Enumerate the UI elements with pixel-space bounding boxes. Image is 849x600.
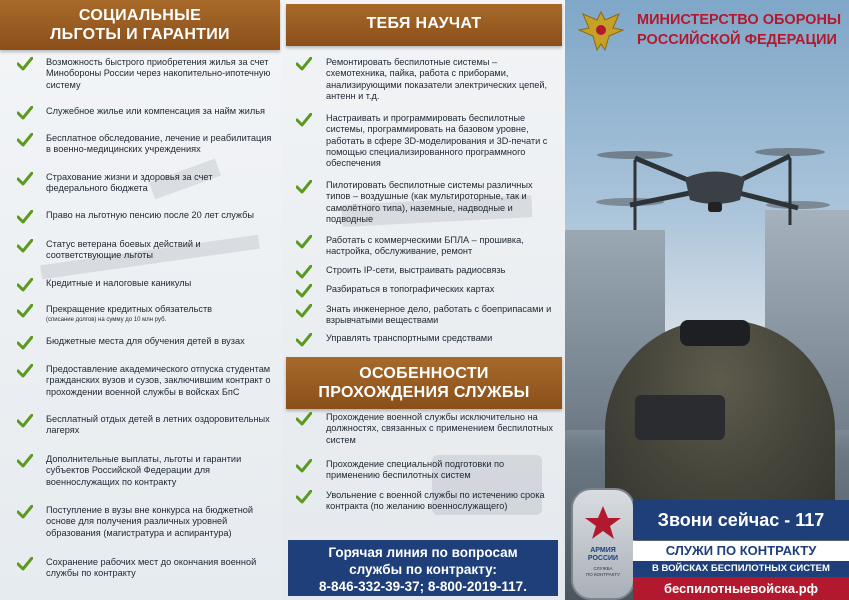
hotline-box: [288, 540, 558, 596]
checkmark-icon: [296, 235, 312, 249]
website-link[interactable]: беспилотныевойска.рф: [633, 577, 849, 600]
list-item: Право на льготную пенсию после 20 лет службы: [46, 210, 255, 220]
list-item: Прохождение военной службы исключительно на должностях, связанных с применением беспилотных систем: [326, 412, 553, 445]
list-item: Страхование жизни и здоровья за счет федерального бюджета: [46, 172, 213, 194]
tag-service: СЛУЖБА: [593, 566, 613, 571]
hotline-line-1: Горячая линия по вопросам: [328, 545, 518, 560]
list-item: Увольнение с военной службы по истечению срока контракта (по желанию военнослужащего): [326, 490, 545, 512]
troops-banner: В ВОЙСКАХ БЕСПИЛОТНЫХ СИСТЕМ: [633, 561, 849, 577]
list-item: Бесплатное обследование, лечение и реабилитация в военно-медицинских учреждениях: [46, 133, 272, 155]
list-item: Сохранение рабочих мест до окончания военной службы по контракту: [46, 557, 257, 579]
ministry-title: МИНИСТЕРСТВО ОБОРОНЫ РОССИЙСКОЙ ФЕДЕРАЦИИ: [637, 12, 842, 48]
list-item: Статус ветерана боевых действий и соответствующие льготы: [46, 239, 201, 261]
hotline-phones[interactable]: 8-846-332-39-37; 8-800-2019-117.: [319, 579, 527, 594]
checkmark-icon: [296, 265, 312, 279]
tag-army: АРМИЯ: [590, 547, 616, 554]
list-item: Бесплатный отдых детей в летних оздоровительных лагерях: [46, 414, 270, 436]
checkmark-icon: [296, 113, 312, 127]
call-banner: Звони сейчас - 117: [633, 500, 849, 540]
contract-banner: СЛУЖИ ПО КОНТРАКТУ: [633, 541, 849, 561]
list-item: Дополнительные выплаты, льготы и гарантии субъектов Российской Федерации для военнослужащих по контракту: [46, 454, 242, 487]
list-item: Ремонтировать беспилотные системы – схемотехника, пайка, работа с приборами, анализирующими показатели электрических цепей, антенн и т.д.: [326, 57, 548, 101]
checkmark-icon: [17, 239, 33, 253]
checkmark-icon: [17, 57, 33, 71]
checkmark-icon: [17, 505, 33, 519]
checkmark-icon: [296, 412, 312, 426]
checkmark-icon: [17, 210, 33, 224]
list-item: Знать инженерное дело, работать с боеприпасами и взрывчатыми веществами: [326, 304, 552, 326]
checkmark-icon: [17, 133, 33, 147]
checkmark-icon: [296, 284, 312, 298]
checkmark-icon: [17, 304, 33, 318]
benefits-title: СОЦИАЛЬНЫЕ ЛЬГОТЫ И ГАРАНТИИ: [0, 0, 280, 50]
checkmark-icon: [17, 172, 33, 186]
poster-column: [565, 0, 849, 600]
tag-contract: ПО КОНТРАКТУ: [586, 572, 620, 577]
credit-note: (списание долгов) на сумму до 10 млн руб.: [46, 317, 167, 324]
controller: [635, 395, 725, 440]
army-tag: [571, 488, 635, 600]
list-item: Работать с коммерческими БПЛА – прошивка, настройка, обслуживание, ремонт: [326, 235, 524, 257]
list-item: Предоставление академического отпуска студентам гражданских вузов и сузов, заключившим контракт о прохождении военной службы в войсках БпС: [46, 364, 271, 397]
checkmark-icon: [17, 106, 33, 120]
list-item: Кредитные и налоговые каникулы: [46, 278, 192, 288]
hotline-line-2: службы по контракту:: [349, 562, 497, 577]
list-item: Служебное жилье или компенсация за найм жилья: [46, 106, 266, 116]
checkmark-icon: [17, 414, 33, 428]
eagle-emblem-icon: [575, 6, 627, 54]
list-item: Настраивать и программировать беспилотные системы, программировать на базовом уровне, работать в сфере 3D-моделирования и 3D-печати с помощью специализированного программного обеспечения: [326, 113, 548, 169]
checkmark-icon: [296, 57, 312, 71]
checkmark-icon: [296, 490, 312, 504]
skills-title: ТЕБЯ НАУЧАТ: [286, 4, 562, 46]
drone-image: [590, 130, 830, 240]
tag-russia: РОССИИ: [587, 555, 619, 562]
checkmark-icon: [296, 304, 312, 318]
list-item: Строить IP-сети, выстраивать радиосвязь: [326, 265, 506, 275]
list-item: Пилотировать беспилотные системы различных типов – воздушные (как мультироторные, так и самолётного типа), наземные, надводные и подводные: [326, 180, 533, 224]
checkmark-icon: [17, 336, 33, 350]
list-item: Возможность быстрого приобретения жилья за счет Минобороны России через накопительно-ипотечную систему: [46, 57, 271, 90]
fpv-goggles: [680, 320, 750, 346]
star-icon: [583, 504, 623, 542]
checkmark-icon: [17, 364, 33, 378]
checkmark-icon: [296, 459, 312, 473]
list-item: Поступление в вузы вне конкурса на бюджетной основе для получения различных уровней образования (магистратура и аспирантура): [46, 505, 254, 538]
list-item: Прекращение кредитных обязательств (списание долгов) на сумму до 10 млн руб.: [46, 304, 276, 327]
checkmark-icon: [296, 180, 312, 194]
service-title: ОСОБЕННОСТИ ПРОХОЖДЕНИЯ СЛУЖБЫ: [286, 357, 562, 409]
checkmark-icon: [296, 333, 312, 347]
checkmark-icon: [17, 557, 33, 571]
list-item: Прохождение специальной подготовки по применению беспилотных систем: [326, 459, 505, 481]
list-item: Разбираться в топографических картах: [326, 284, 495, 294]
checkmark-icon: [17, 454, 33, 468]
checkmark-icon: [17, 278, 33, 292]
list-item: Бюджетные места для обучения детей в вузах: [46, 336, 245, 346]
list-item: Управлять транспортными средствами: [326, 333, 493, 343]
